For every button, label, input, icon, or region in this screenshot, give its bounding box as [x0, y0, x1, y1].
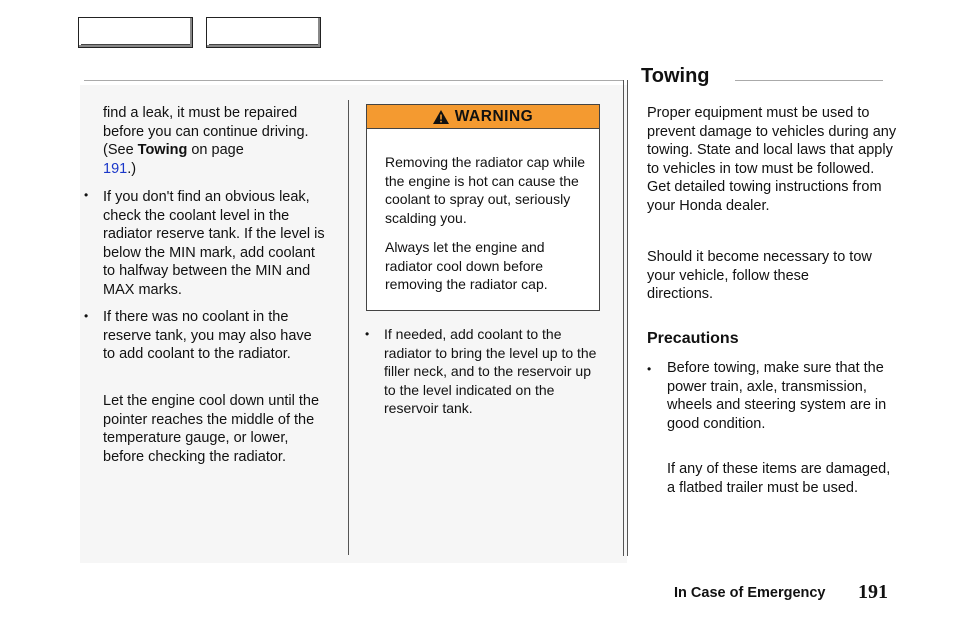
column-divider: [348, 100, 349, 555]
nav-prev-button[interactable]: [78, 17, 193, 48]
right-bullet-1: Before towing, make sure that the power train, axle, transmission, wheels and steering system are in good condition.: [667, 360, 887, 432]
warning-text-2: Always let the engine and radiator cool down before removing the radiator cap.: [385, 239, 548, 292]
nav-next-button[interactable]: [206, 17, 321, 48]
warning-triangle-icon: [433, 110, 449, 124]
header-rule-left: [84, 80, 624, 81]
right-para-2: Should it become necessary to tow your vehicle, follow these directions.: [647, 249, 872, 302]
section-title: Towing: [641, 65, 710, 87]
right-para-1: Proper equipment must be used to prevent damage to vehicles during any towing. State and local laws that apply to vehicles in tow must be followed. Get detailed towing instructions from your Honda dealer.: [647, 105, 897, 214]
page-number: 191: [858, 581, 888, 603]
warning-text-1: Removing the radiator cap while the engine is hot can cause the coolant to spray out, seriously scalding you.: [385, 154, 585, 226]
bullet-dot: •: [365, 327, 370, 341]
warning-header: [367, 105, 599, 129]
header-rule-right: [735, 80, 883, 81]
left-para-2: Let the engine cool down until the pointer reaches the middle of the temperature gauge, or lower, before checking the radiator.: [103, 393, 320, 465]
warning-title: WARNING: [454, 107, 534, 125]
footer-section-title: In Case of Emergency: [674, 585, 826, 601]
middle-bullet-1: If needed, add coolant to the radiator to bring the level up to the filler neck, and to the reservoir up to the level indicated on the reservoir tank.: [384, 326, 597, 416]
left-bullet-2: If there was no coolant in the reserve tank, you may also have to add coolant to the radiator.: [103, 309, 312, 362]
bullet-dot: •: [647, 362, 652, 376]
bullet-dot: •: [84, 188, 89, 202]
right-para-3: If any of these items are damaged, a flatbed trailer must be used.: [667, 461, 891, 496]
column-divider-double-b: [627, 80, 628, 556]
left-para-1: [103, 104, 328, 178]
left-bullet-1: If you don't find an obvious leak, check the coolant level in the radiator reserve tank. If the level is below the MIN mark, add coolant to halfway between the MIN and MAX marks.: [103, 189, 325, 298]
column-divider-double-a: [623, 80, 624, 556]
warning-box: [366, 104, 600, 311]
left-para-1-end: .): [127, 160, 137, 177]
left-para-1-mid: on page: [187, 142, 244, 158]
page-link[interactable]: 191: [103, 160, 128, 177]
subsection-title: Precautions: [647, 330, 739, 347]
bullet-dot: •: [84, 309, 89, 323]
left-para-1-text: find a leak, it must be repaired before you can continue driving. (See: [103, 105, 309, 158]
towing-ref: Towing: [137, 142, 188, 158]
